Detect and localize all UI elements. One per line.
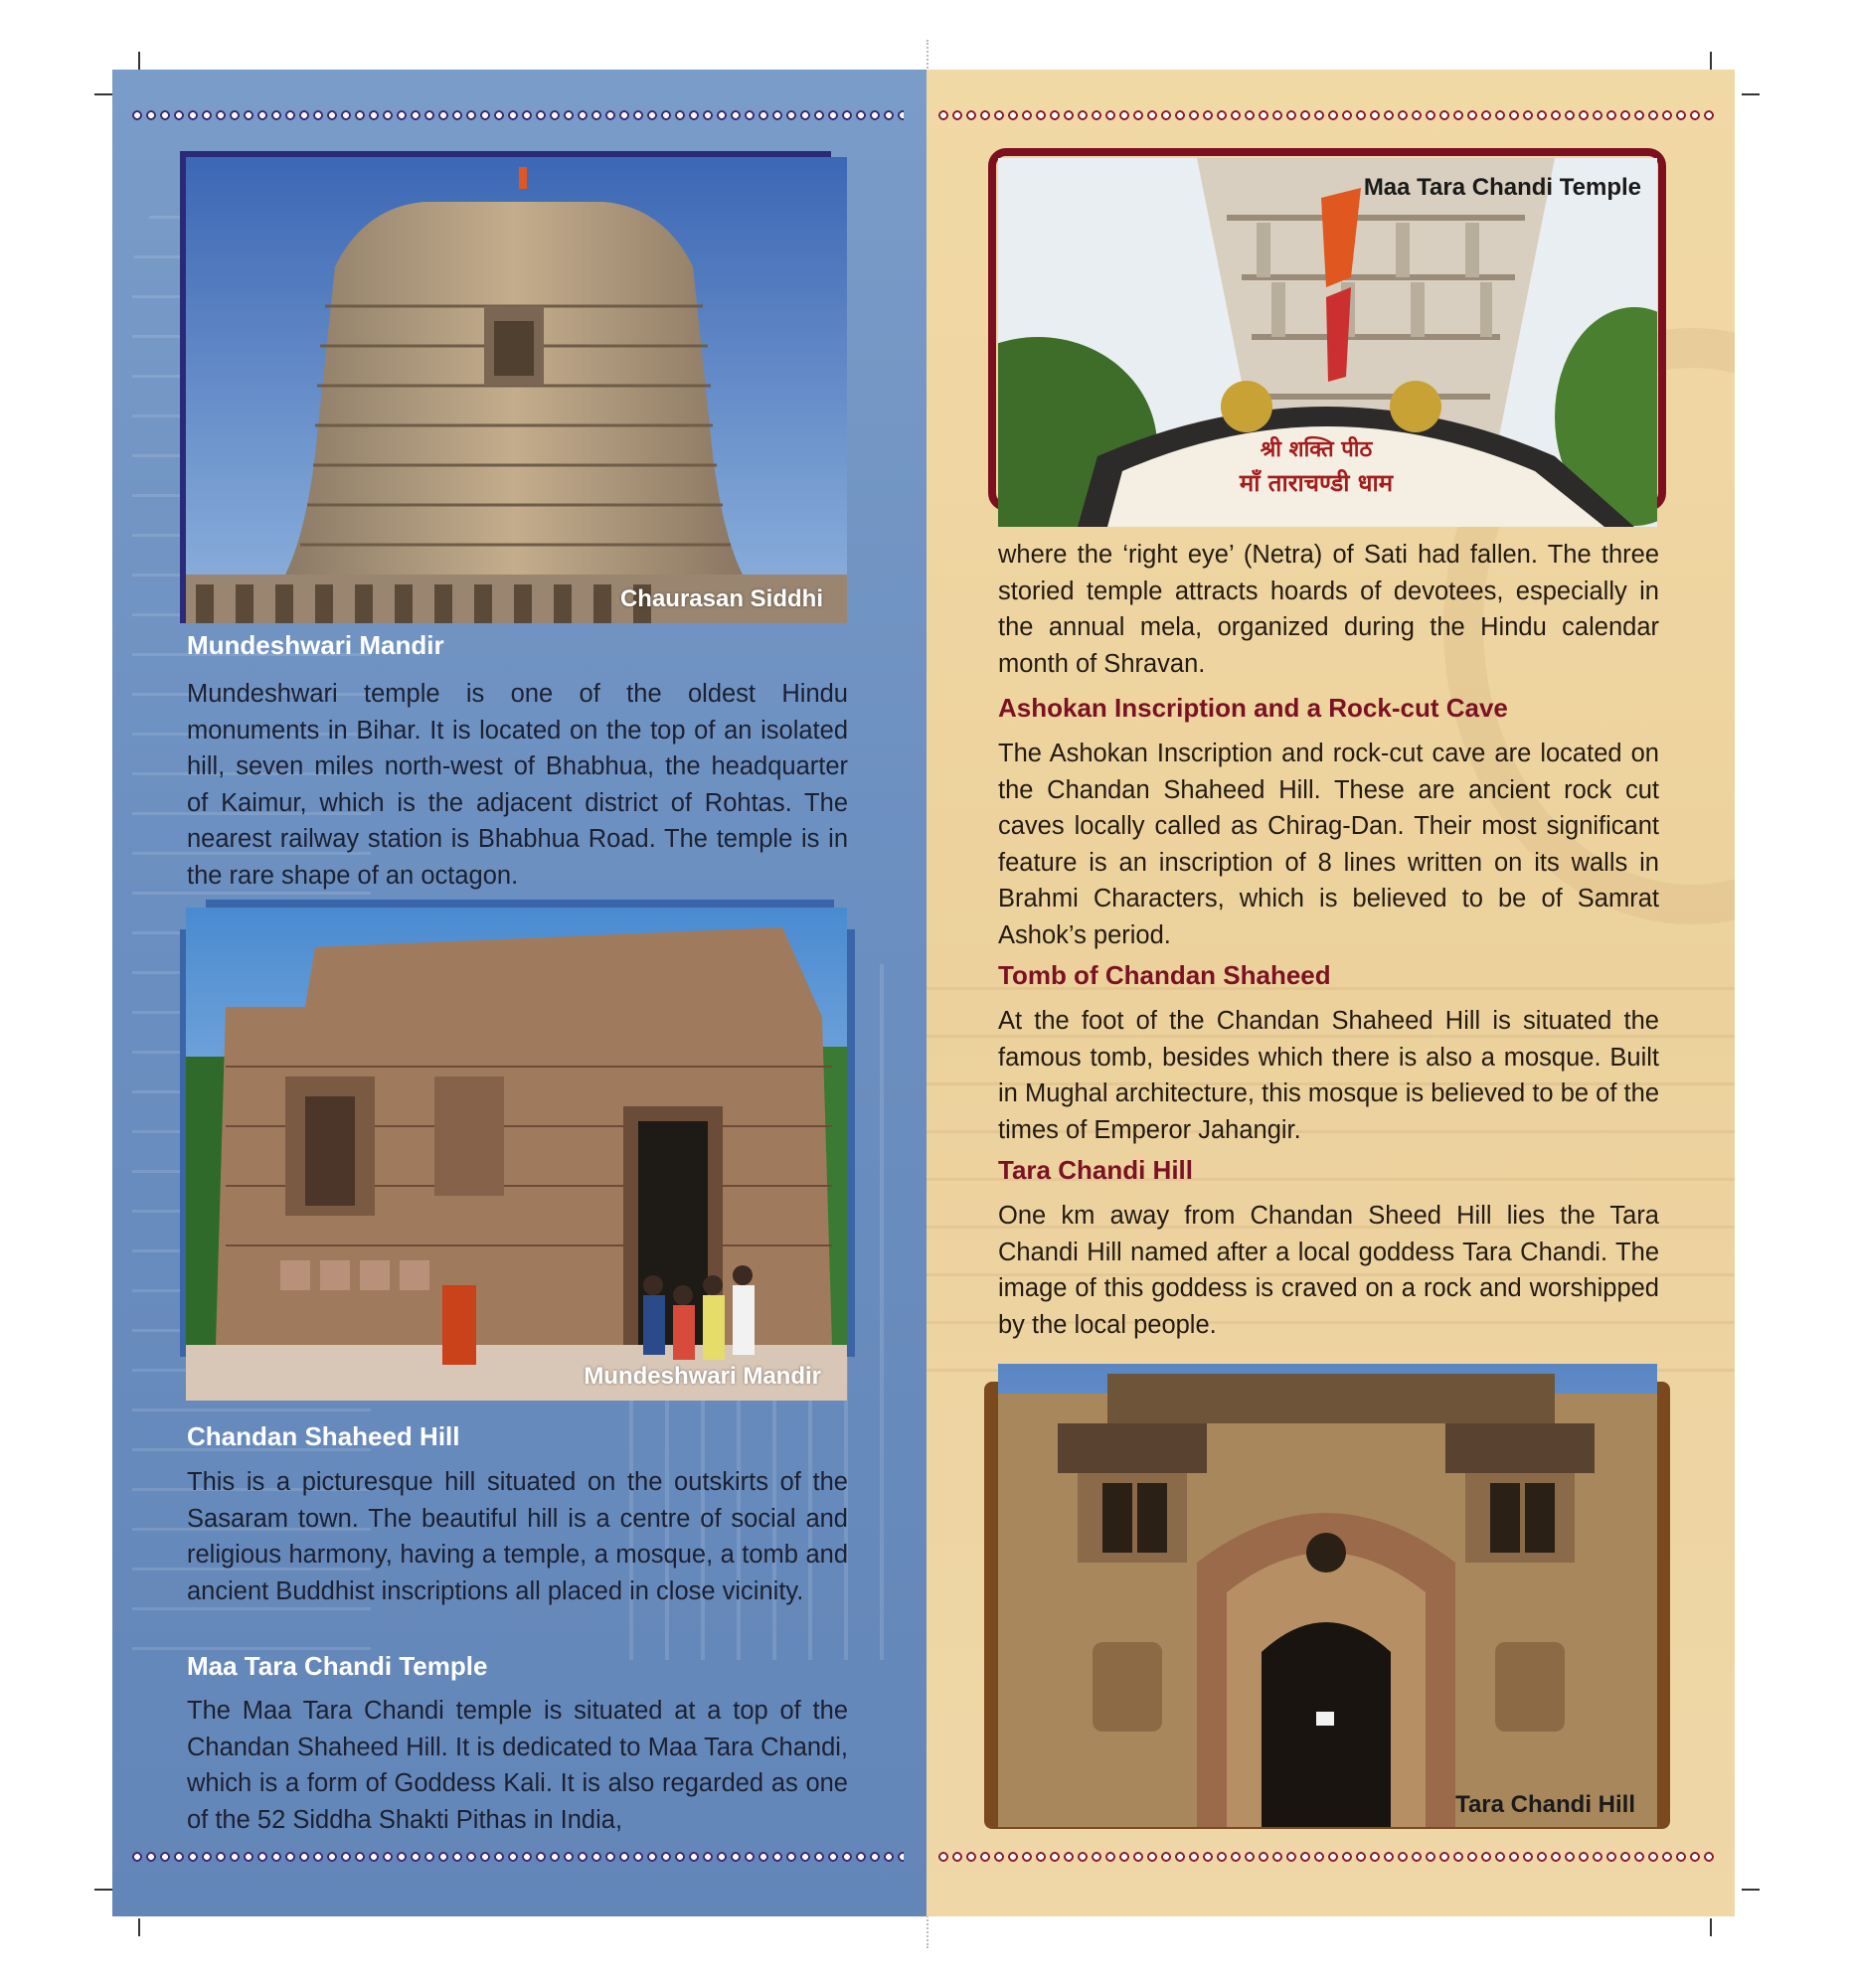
crop-mark [94,93,112,95]
gateway-illustration [998,1364,1657,1827]
chaurasan-siddhi-photo [186,157,847,623]
dotted-border-top [130,109,904,121]
section-heading: Mundeshwari Mandir [187,630,444,660]
section-heading: Tara Chandi Hill [998,1155,1193,1185]
section-heading: Ashokan Inscription and a Rock-cut Cave [998,693,1508,723]
photo-caption: Tara Chandi Hill [1455,1791,1635,1818]
dotted-border-top [936,109,1714,121]
sign-text: माँ ताराचण्डी धाम [1239,469,1394,497]
dotted-border-bottom [936,1851,1714,1863]
crop-mark [1710,1918,1712,1936]
section-body: The Maa Tara Chandi temple is situated at a top of the Chandan Shaheed Hill. It is dedicated to Maa Tara Chandi, which is a form of Goddess Kali. It is also regarded as one of the 52 Siddha Shakti Pithas in India, [187,1697,848,1834]
crop-mark [138,1918,140,1936]
photo-caption: Maa Tara Chandi Temple [1363,174,1641,201]
temple-gate-illustration [998,158,1657,527]
section-heading: Maa Tara Chandi Temple [187,1651,488,1681]
crop-mark [1742,1889,1760,1891]
sign-text: श्री शक्ति पीठ [1260,437,1373,462]
photo-caption: Mundeshwari Mandir [584,1363,821,1390]
section-body: The Ashokan Inscription and rock-cut cave are located on the Chandan Shaheed Hill. These are ancient rock cut caves locally called as Chirag-Dan. Their most significant feature is an inscription of 8 lines written on its walls in Brahmi Characters, which is believed to be of Samrat Ashok’s period. [998,740,1659,949]
section-body: One km away from Chandan Sheed Hill lies the Tara Chandi Hill named after a local goddess Tara Chandi. The image of this goddess is craved on a rock and worshipped by the local people. [998,1202,1659,1339]
maa-tara-chandi-temple-photo [998,158,1657,527]
continued-text: where the ‘right eye’ (Netra) of Sati had fallen. The three storied temple attracts hoards of devotees, especially in the annual mela, organized during the Hindu calendar month of Shravan. [998,541,1659,678]
tara-chandi-hill-photo [998,1364,1657,1827]
section-heading: Chandan Shaheed Hill [187,1421,460,1451]
crop-mark [94,1889,112,1891]
section-body: At the foot of the Chandan Shaheed Hill is situated the famous tomb, besides which there is also a mosque. Built in Mughal architecture, this mosque is believed to be of the times of Emperor Jahangir. [998,1007,1659,1144]
section-body: Mundeshwari temple is one of the oldest Hindu monuments in Bihar. It is located on the top of an isolated hill, seven miles north-west of Bhabhua, the headquarter of Kaimur, which is the adjacent district of Rohtas. The nearest railway station is Bhabhua Road. The temple is in the rare shape of an octagon. [187,680,848,890]
dotted-border-bottom [130,1851,904,1863]
right-panel [927,70,1735,1916]
photo-caption: Chaurasan Siddhi [619,585,823,612]
crop-mark [1742,93,1760,95]
crop-mark [138,52,140,70]
photo-frame [847,929,855,1357]
section-body: This is a picturesque hill situated on the outskirts of the Sasaram town. The beautiful hill is a centre of social and religious harmony, having a temple, a mosque, a tomb and ancient Buddhist inscriptions all placed in close vicinity. [187,1468,848,1605]
stone-temple-illustration [186,908,847,1401]
mundeshwari-mandir-photo [186,908,847,1401]
crop-mark [1710,52,1712,70]
photo-frame [206,900,834,908]
left-panel [112,70,927,1916]
section-heading: Tomb of Chandan Shaheed [998,960,1331,990]
temple-tower-illustration [186,157,847,623]
